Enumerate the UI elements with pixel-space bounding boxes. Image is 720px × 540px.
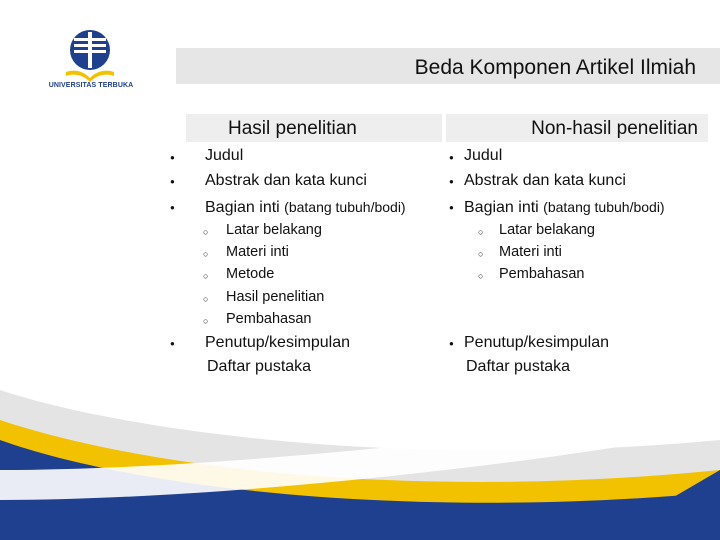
left-subitem: Pembahasan <box>226 311 312 327</box>
bullet-icon: ● <box>170 203 175 212</box>
left-column-heading: Hasil penelitian <box>228 118 357 139</box>
sub-bullet-icon: ○ <box>203 227 209 237</box>
left-subitem: Materi inti <box>226 244 289 260</box>
left-item-bagian-inti-label: Bagian inti <box>205 199 280 216</box>
page-title: Beda Komponen Artikel Ilmiah <box>414 56 696 79</box>
left-subitem: Metode <box>226 266 275 282</box>
bullet-icon: ● <box>449 339 454 348</box>
right-closing-daftar-pustaka: Daftar pustaka <box>466 358 571 375</box>
bullet-icon: ● <box>170 153 175 162</box>
sub-bullet-icon: ○ <box>203 316 209 326</box>
right-column-heading-box <box>446 114 708 142</box>
bullet-icon: ● <box>170 177 175 186</box>
left-closing-penutup: Penutup/kesimpulan <box>205 334 350 351</box>
right-item-abstrak: Abstrak dan kata kunci <box>464 172 626 189</box>
left-item-abstrak: Abstrak dan kata kunci <box>205 172 367 189</box>
right-item-judul: Judul <box>464 147 503 164</box>
sub-bullet-icon: ○ <box>478 227 484 237</box>
right-closing-penutup: Penutup/kesimpulan <box>464 334 609 351</box>
right-item-bagian-inti <box>464 197 665 218</box>
title-bar <box>176 48 720 84</box>
bullet-icon: ● <box>449 177 454 186</box>
right-item-bagian-inti-note: (batang tubuh/bodi) <box>543 199 665 215</box>
sub-bullet-icon: ○ <box>478 271 484 281</box>
bullet-icon: ● <box>170 339 175 348</box>
left-column-heading-box <box>186 114 442 142</box>
sub-bullet-icon: ○ <box>478 249 484 259</box>
right-column-heading: Non-hasil penelitian <box>531 118 698 139</box>
right-subitem: Pembahasan <box>499 266 585 282</box>
logo-text: UNIVERSITAS TERBUKA <box>48 82 134 89</box>
left-item-bagian-inti <box>205 197 406 218</box>
sub-bullet-icon: ○ <box>203 294 209 304</box>
sub-bullet-icon: ○ <box>203 249 209 259</box>
right-subitem: Latar belakang <box>499 222 595 238</box>
left-closing-daftar-pustaka: Daftar pustaka <box>207 358 312 375</box>
left-subitem: Latar belakang <box>226 222 322 238</box>
right-subitem: Materi inti <box>499 244 562 260</box>
bullet-icon: ● <box>449 203 454 212</box>
bullet-icon: ● <box>449 153 454 162</box>
sub-bullet-icon: ○ <box>203 271 209 281</box>
left-subitem: Hasil penelitian <box>226 289 325 305</box>
left-item-bagian-inti-note: (batang tubuh/bodi) <box>284 199 406 215</box>
left-item-judul: Judul <box>205 147 244 164</box>
right-item-bagian-inti-label: Bagian inti <box>464 199 539 216</box>
